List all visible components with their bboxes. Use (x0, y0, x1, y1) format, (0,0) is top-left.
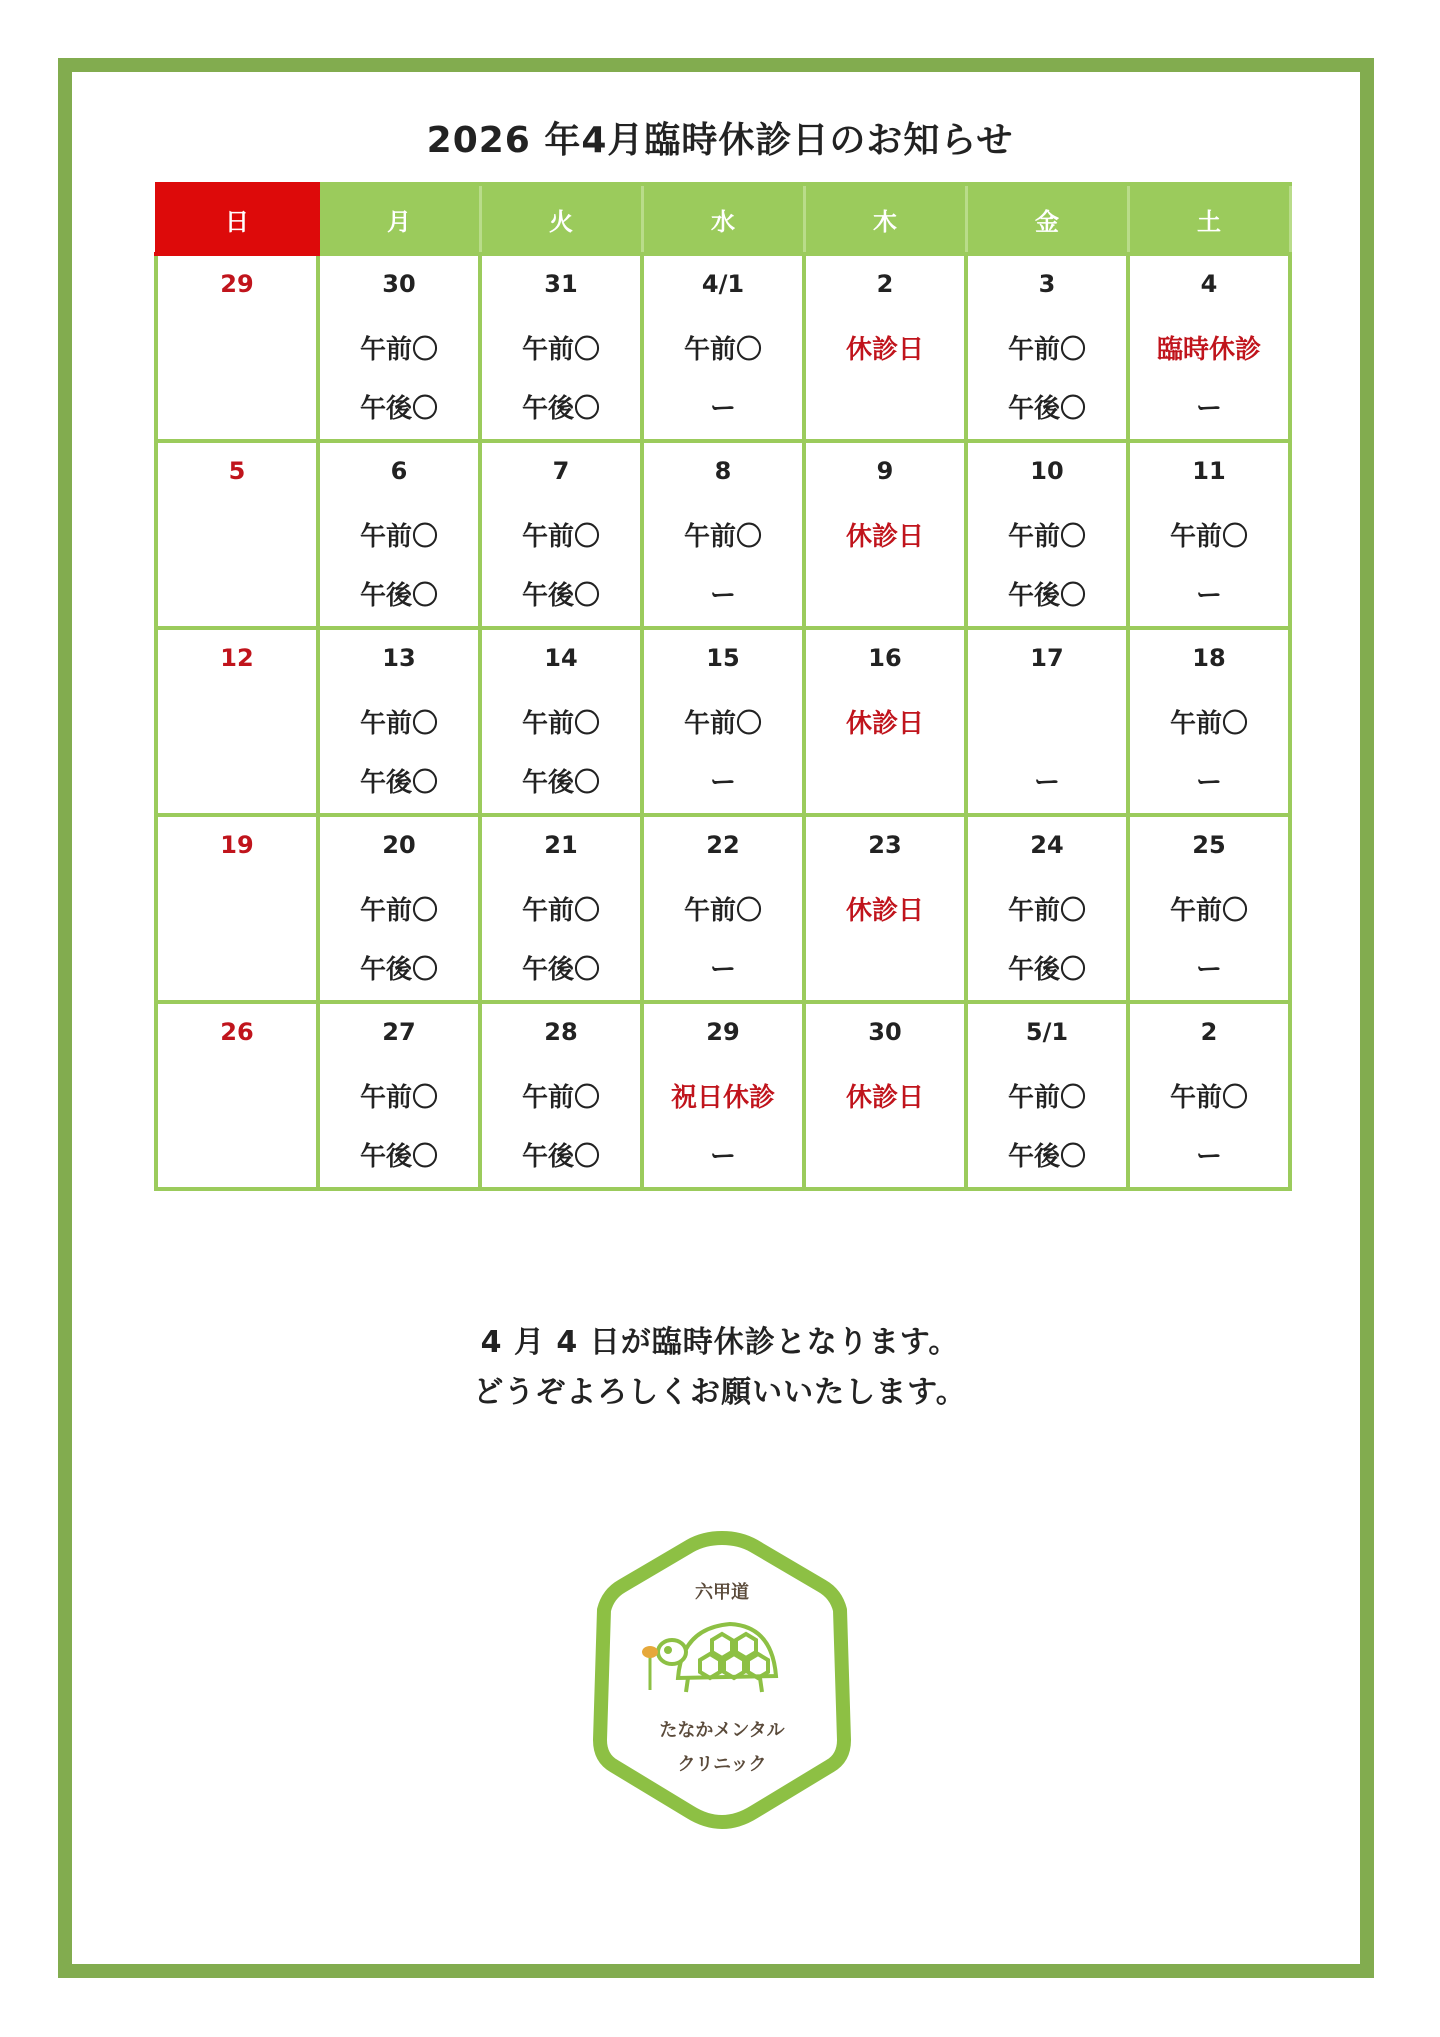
clinic-logo (590, 1530, 855, 1830)
weekday-header-mon: 月 (318, 184, 480, 254)
morning-status: 午前〇 (683, 896, 762, 926)
calendar-day-cell (804, 254, 966, 441)
afternoon-status: ー (1033, 768, 1060, 798)
calendar-day-cell (156, 441, 318, 628)
day-number: 30 (868, 1018, 902, 1046)
weekday-header-sun: 日 (156, 184, 318, 254)
day-number: 8 (714, 457, 732, 485)
day-number: 17 (1030, 644, 1064, 672)
day-number: 15 (706, 644, 740, 672)
notice-line-2: どうぞよろしくお願いいたします。 (473, 1375, 967, 1410)
day-number: 30 (382, 270, 416, 298)
afternoon-status: 午後〇 (359, 581, 438, 611)
day-number: 28 (544, 1018, 578, 1046)
calendar-day-cell (642, 441, 804, 628)
calendar-day-cell (318, 254, 480, 441)
calendar-table (154, 182, 1292, 1191)
logo-name-line-1: たなかメンタル (659, 1720, 785, 1741)
day-number: 27 (382, 1018, 416, 1046)
logo-top-text: 六甲道 (695, 1582, 749, 1603)
morning-status: 休診日 (845, 335, 924, 365)
weekday-header-tue: 火 (480, 184, 642, 254)
day-number: 16 (868, 644, 902, 672)
calendar-day-cell (1128, 441, 1290, 628)
calendar-day-cell (804, 1002, 966, 1189)
calendar-day-cell (318, 628, 480, 815)
afternoon-status: ー (709, 1142, 736, 1172)
calendar-day-cell (642, 254, 804, 441)
calendar-day-cell (156, 815, 318, 1002)
afternoon-status: ー (1195, 768, 1222, 798)
day-number: 7 (552, 457, 570, 485)
calendar-day-cell (1128, 254, 1290, 441)
day-number: 6 (390, 457, 408, 485)
calendar-day-cell (480, 815, 642, 1002)
morning-status: 午前〇 (1007, 522, 1086, 552)
calendar-week-row (156, 254, 1290, 441)
turtle-icon (658, 1624, 776, 1692)
afternoon-status: 午後〇 (359, 394, 438, 424)
calendar-day-cell (642, 815, 804, 1002)
morning-status: 休診日 (845, 709, 924, 739)
morning-status: 休診日 (845, 522, 924, 552)
calendar-body (156, 254, 1290, 1189)
day-number: 25 (1192, 831, 1226, 859)
calendar-week-row (156, 441, 1290, 628)
afternoon-status: ー (1195, 955, 1222, 985)
calendar-day-cell (804, 628, 966, 815)
afternoon-status: 午後〇 (521, 768, 600, 798)
afternoon-status: ー (709, 581, 736, 611)
day-number: 26 (220, 1018, 254, 1046)
afternoon-status: ー (1195, 1142, 1222, 1172)
day-number: 23 (868, 831, 902, 859)
calendar-day-cell (156, 628, 318, 815)
morning-status: 午前〇 (521, 335, 600, 365)
day-number: 31 (544, 270, 578, 298)
calendar-day-cell (1128, 1002, 1290, 1189)
morning-status: 午前〇 (359, 335, 438, 365)
afternoon-status: 午後〇 (521, 955, 600, 985)
morning-status: 午前〇 (359, 522, 438, 552)
calendar-day-cell (480, 441, 642, 628)
day-number: 2 (876, 270, 894, 298)
afternoon-status: ー (709, 394, 736, 424)
day-number: 5 (228, 457, 246, 485)
morning-status: 休診日 (845, 896, 924, 926)
page-title: 2026 年4月臨時休診日のお知らせ (426, 120, 1014, 161)
logo-name-line-2: クリニック (677, 1754, 767, 1775)
calendar-day-cell (1128, 815, 1290, 1002)
day-number: 9 (876, 457, 894, 485)
notice-text (0, 1318, 1440, 1418)
morning-status: 午前〇 (521, 1083, 600, 1113)
day-number: 10 (1030, 457, 1064, 485)
afternoon-status: 午後〇 (521, 394, 600, 424)
calendar-day-cell (642, 628, 804, 815)
notice-line-1: 4 月 4 日が臨時休診となります。 (480, 1325, 960, 1360)
day-number: 20 (382, 831, 416, 859)
calendar-day-cell (966, 1002, 1128, 1189)
day-number: 29 (706, 1018, 740, 1046)
day-number: 29 (220, 270, 254, 298)
morning-status: 午前〇 (1007, 896, 1086, 926)
logo-hexagon-frame (600, 1538, 844, 1822)
day-number: 21 (544, 831, 578, 859)
afternoon-status: 午後〇 (359, 955, 438, 985)
day-number: 3 (1038, 270, 1056, 298)
calendar-day-cell (480, 254, 642, 441)
weekday-header-sat: 土 (1128, 184, 1290, 254)
day-number: 11 (1192, 457, 1226, 485)
morning-status: 午前〇 (1007, 1083, 1086, 1113)
day-number: 13 (382, 644, 416, 672)
calendar-day-cell (318, 1002, 480, 1189)
afternoon-status: ー (1195, 581, 1222, 611)
weekday-header-wed: 水 (642, 184, 804, 254)
afternoon-status: 午後〇 (1007, 1142, 1086, 1172)
afternoon-status: 午後〇 (359, 1142, 438, 1172)
morning-status: 午前〇 (1169, 1083, 1248, 1113)
day-number: 4 (1200, 270, 1218, 298)
calendar-day-cell (318, 441, 480, 628)
morning-status: 午前〇 (1169, 522, 1248, 552)
afternoon-status: ー (1195, 394, 1222, 424)
weekday-header-fri: 金 (966, 184, 1128, 254)
afternoon-status: 午後〇 (359, 768, 438, 798)
calendar-day-cell (642, 1002, 804, 1189)
day-number: 5/1 (1025, 1018, 1069, 1046)
calendar-day-cell (804, 441, 966, 628)
morning-status: 午前〇 (1007, 335, 1086, 365)
calendar-day-cell (966, 628, 1128, 815)
morning-status: 午前〇 (683, 709, 762, 739)
morning-status: 祝日休診 (670, 1083, 775, 1113)
calendar-day-cell (966, 254, 1128, 441)
calendar-day-cell (966, 815, 1128, 1002)
day-number: 24 (1030, 831, 1064, 859)
weekday-header-thu: 木 (804, 184, 966, 254)
calendar-day-cell (804, 815, 966, 1002)
afternoon-status: 午後〇 (1007, 581, 1086, 611)
calendar-day-cell (156, 1002, 318, 1189)
weekday-header-row (156, 184, 1290, 254)
afternoon-status: 午後〇 (521, 1142, 600, 1172)
day-number: 4/1 (701, 270, 745, 298)
calendar-week-row (156, 815, 1290, 1002)
calendar-day-cell (966, 441, 1128, 628)
morning-status: 臨時休診 (1156, 335, 1261, 365)
calendar-day-cell (480, 1002, 642, 1189)
morning-status: 午前〇 (359, 709, 438, 739)
morning-status: 午前〇 (359, 1083, 438, 1113)
afternoon-status: 午後〇 (1007, 955, 1086, 985)
morning-status: 午前〇 (1169, 896, 1248, 926)
morning-status: 午前〇 (521, 522, 600, 552)
morning-status: 午前〇 (683, 335, 762, 365)
morning-status: 午前〇 (683, 522, 762, 552)
day-number: 22 (706, 831, 740, 859)
calendar-day-cell (156, 254, 318, 441)
morning-status: 午前〇 (1169, 709, 1248, 739)
afternoon-status: ー (709, 768, 736, 798)
morning-status: 午前〇 (359, 896, 438, 926)
afternoon-status: ー (709, 955, 736, 985)
day-number: 2 (1200, 1018, 1218, 1046)
calendar-day-cell (480, 628, 642, 815)
calendar-day-cell (318, 815, 480, 1002)
calendar-week-row (156, 1002, 1290, 1189)
day-number: 19 (220, 831, 254, 859)
morning-status: 午前〇 (521, 709, 600, 739)
calendar-week-row (156, 628, 1290, 815)
afternoon-status: 午後〇 (1007, 394, 1086, 424)
day-number: 12 (220, 644, 254, 672)
day-number: 14 (544, 644, 578, 672)
day-number: 18 (1192, 644, 1226, 672)
morning-status: 午前〇 (521, 896, 600, 926)
morning-status: 休診日 (845, 1083, 924, 1113)
flower-icon (642, 1646, 658, 1690)
afternoon-status: 午後〇 (521, 581, 600, 611)
calendar-day-cell (1128, 628, 1290, 815)
